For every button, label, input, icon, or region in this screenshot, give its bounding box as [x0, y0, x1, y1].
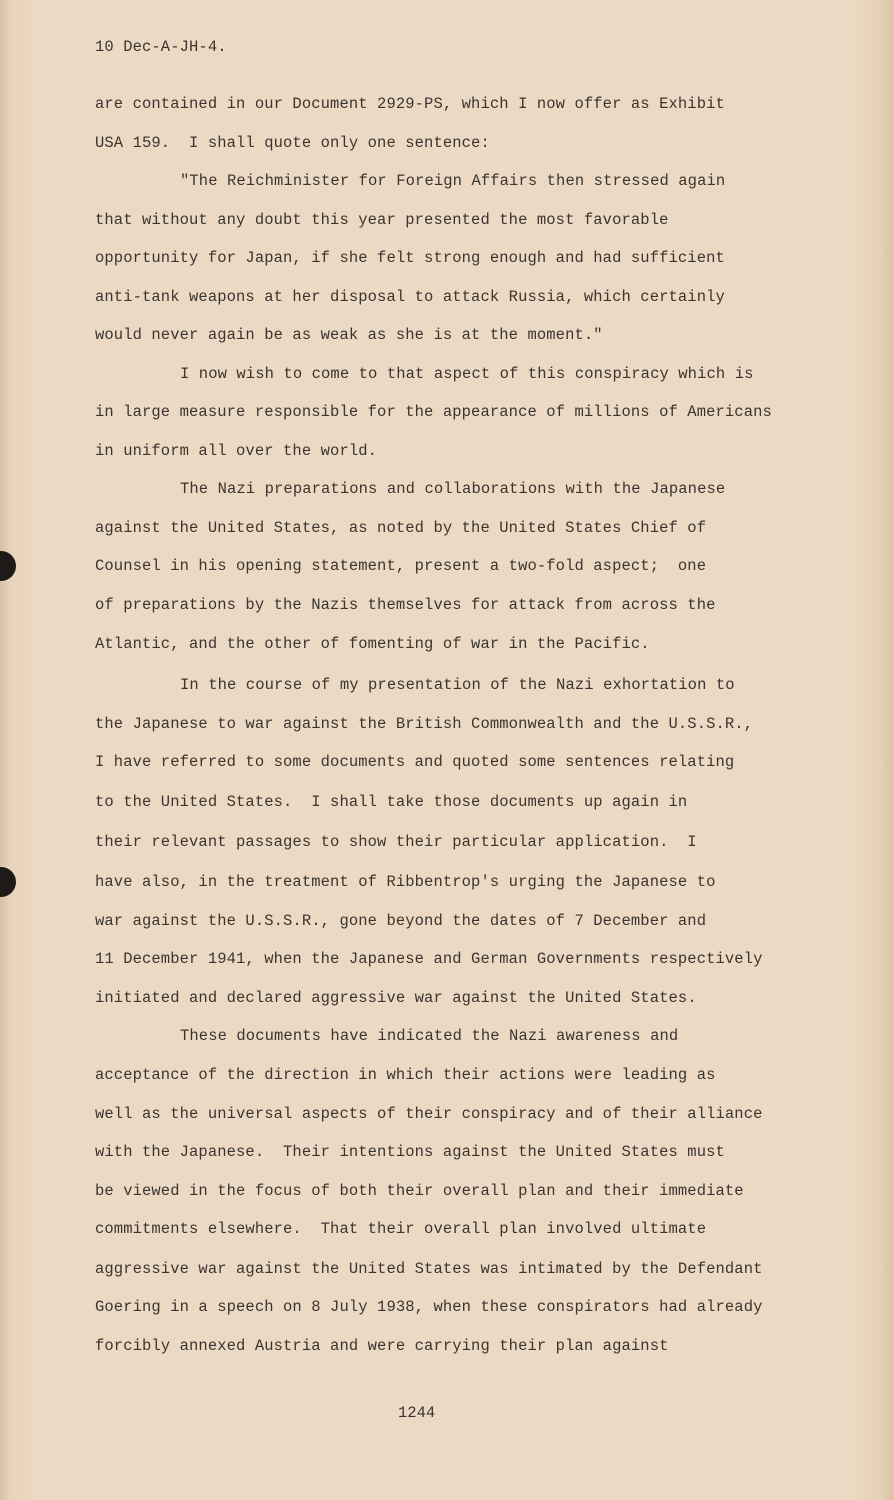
text-line: 11 December 1941, when the Japanese and German Governments respectively	[95, 950, 763, 968]
page-number: 1244	[398, 1404, 436, 1422]
text-line: aggressive war against the United States was intimated by the Defendant	[95, 1260, 763, 1278]
text-line: have also, in the treatment of Ribbentrop's urging the Japanese to	[95, 873, 716, 891]
text-line: in large measure responsible for the appearance of millions of Americans	[95, 403, 772, 421]
text-line: that without any doubt this year presented the most favorable	[95, 211, 669, 229]
text-line: "The Reichminister for Foreign Affairs then stressed again	[180, 172, 726, 190]
document-reference: 10 Dec-A-JH-4.	[95, 38, 227, 56]
text-line: opportunity for Japan, if she felt strong enough and had sufficient	[95, 249, 725, 267]
text-line: their relevant passages to show their particular application. I	[95, 833, 697, 851]
text-line: initiated and declared aggressive war against the United States.	[95, 989, 697, 1007]
text-line: to the United States. I shall take those documents up again in	[95, 793, 688, 811]
text-line: I have referred to some documents and quoted some sentences relating	[95, 753, 735, 771]
text-line: Counsel in his opening statement, present a two-fold aspect; one	[95, 557, 707, 575]
punch-hole-bottom	[0, 867, 16, 897]
text-line: USA 159. I shall quote only one sentence:	[95, 134, 490, 152]
text-line: Atlantic, and the other of fomenting of war in the Pacific.	[95, 635, 650, 653]
text-line: the Japanese to war against the British Commonwealth and the U.S.S.R.,	[95, 715, 754, 733]
text-line: I now wish to come to that aspect of this conspiracy which is	[180, 365, 754, 383]
text-line: against the United States, as noted by the United States Chief of	[95, 519, 707, 537]
text-line: anti-tank weapons at her disposal to attack Russia, which certainly	[95, 288, 725, 306]
text-line: acceptance of the direction in which their actions were leading as	[95, 1066, 716, 1084]
text-line: Goering in a speech on 8 July 1938, when these conspirators had already	[95, 1298, 763, 1316]
text-line: of preparations by the Nazis themselves for attack from across the	[95, 596, 716, 614]
text-line: with the Japanese. Their intentions against the United States must	[95, 1143, 725, 1161]
text-line: in uniform all over the world.	[95, 442, 378, 460]
text-line: commitments elsewhere. That their overall plan involved ultimate	[95, 1220, 707, 1238]
punch-hole-top	[0, 551, 16, 581]
text-line: forcibly annexed Austria and were carrying their plan against	[95, 1337, 669, 1355]
text-line: well as the universal aspects of their conspiracy and of their alliance	[95, 1105, 763, 1123]
text-line: These documents have indicated the Nazi awareness and	[180, 1027, 679, 1045]
text-line: In the course of my presentation of the Nazi exhortation to	[180, 676, 735, 694]
text-line: war against the U.S.S.R., gone beyond the dates of 7 December and	[95, 912, 707, 930]
text-line: The Nazi preparations and collaborations with the Japanese	[180, 480, 726, 498]
text-line: are contained in our Document 2929-PS, which I now offer as Exhibit	[95, 95, 725, 113]
text-line: would never again be as weak as she is at the moment."	[95, 326, 603, 344]
text-line: be viewed in the focus of both their overall plan and their immediate	[95, 1182, 744, 1200]
